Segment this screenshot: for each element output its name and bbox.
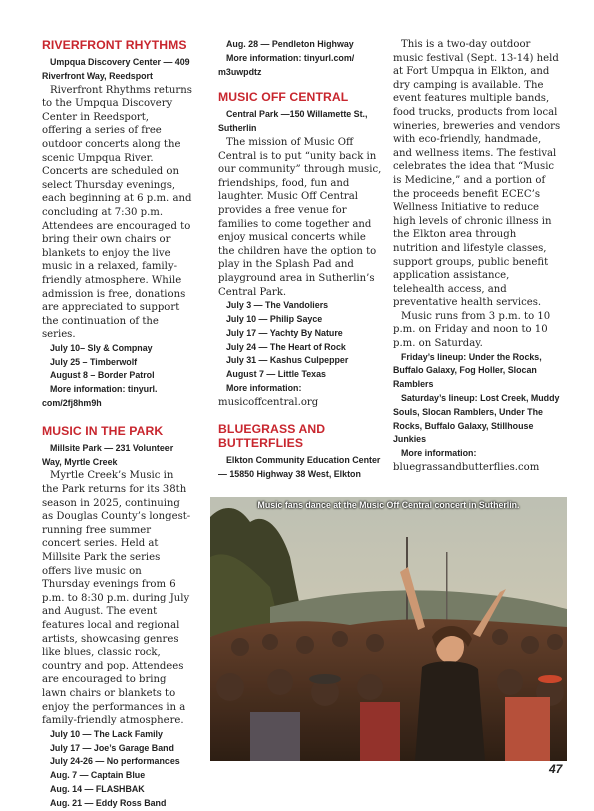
riverfront-date-3: August 8 – Border Patrol	[50, 370, 155, 381]
central-date-2: July 10 — Philip Sayce	[226, 313, 323, 324]
riverfront-more-info: More information: tinyurl. com/2fj8hm9h	[42, 384, 158, 409]
park-date-3: July 24-26 — No performances	[50, 756, 180, 767]
park-more-info: More information: tinyurl.com/ m3uwpdtz	[218, 52, 355, 77]
central-date-3: July 17 — Yachty By Nature	[226, 327, 343, 338]
central-more-label: More information:	[226, 382, 302, 393]
bluegrass-body: This is a two-day outdoor music festival (Sept. 13-14) held at Fort Umpqua in Elkton, and dry camping is available. The event features multiple bands, food trucks, products from local wineries, breweries and vendors with eco-friendly, handmade, and wellness items. The festival celebrates the idea that “Music is Medicine,” and a portion of the proceeds benefit ECEC’s Wellness Initiative to reduce high levels of chronic illness in the Elkton area through nutrition and lifestyle classes, support groups, public benefit application assistance, telehealth access, and preventative health services.	[393, 39, 561, 309]
riverfront-heading: RIVERFRONT RHYTHMS	[42, 38, 187, 52]
park-body: Myrtle Creek’s Music in the Park returns for its 38th season in 2025, continuing as Douglas County’s longest-running free summer concert series. Held at Millsite Park the series offers live music on Thursday evenings from 6 p.m. to 8:30 p.m. during July and August. The event features local and regional artists, showcasing genres like blues, classic rock, country and pop. Attendees are encouraged to bring lawn chairs or blankets to enjoy the performances in a family-friendly atmosphere.	[42, 470, 191, 727]
park-date-6: Aug. 21 — Eddy Ross Band	[50, 797, 167, 808]
central-date-1: July 3 — The Vandoliers	[226, 300, 329, 311]
central-more-url[interactable]: musicoffcentral.org	[218, 396, 319, 408]
friday-lineup: Friday’s lineup: Under the Rocks, Buffalo Galaxy, Fog Holler, Slocan Ramblers	[393, 351, 542, 390]
riverfront-body: Riverfront Rhythms returns to the Umpqua Discovery Center in Reedsport, offering a series of free outdoor concerts along the scenic Umpqua River. Concerts are scheduled on select Thursday evenings, each beginning at 6 p.m. and concluding at 7:30 p.m. Attendees are encouraged to bring their own chairs or blankets to enjoy the live music in a relaxed, family-friendly atmosphere. While admission is free, donations are appreciated to support the continuation of the series.	[42, 84, 192, 341]
bluegrass-heading: BLUEGRASS AND BUTTERFLIES	[218, 422, 326, 451]
riverfront-date-2: July 25 – Timberwolf	[50, 356, 138, 367]
park-date-1: July 10 — The Lack Family	[50, 728, 163, 739]
park-address: Millsite Park — 231 Volunteer Way, Myrtle Creek	[42, 442, 174, 467]
central-date-6: August 7 — Little Texas	[226, 369, 326, 380]
park-heading: MUSIC IN THE PARK	[42, 423, 164, 438]
bluegrass-address: Elkton Community Education Center — 15850 Highway 38 West, Elkton	[218, 455, 381, 480]
photo-caption: Music fans dance at the Music Off Central concert in Sutherlin.	[257, 500, 520, 510]
saturday-lineup: Saturday’s lineup: Lost Creek, Muddy Souls, Slocan Ramblers, Under The Rocks, Buffalo Galaxy, Stillhouse Junkies	[393, 393, 560, 445]
page-number: 47	[549, 762, 563, 776]
central-date-4: July 24 — The Heart of Rock	[226, 341, 346, 352]
column-3	[393, 38, 563, 475]
park-date-5: Aug. 14 — FLASHBAK	[50, 783, 145, 794]
column-1	[42, 38, 192, 811]
riverfront-address: Umpqua Discovery Center — 409 Riverfront Way, Reedsport	[42, 57, 190, 81]
park-date-7: Aug. 28 — Pendleton Highway	[226, 39, 354, 49]
concert-photo	[210, 497, 567, 761]
bluegrass-more-url[interactable]: bluegrassandbutterflies.com	[393, 462, 540, 474]
central-heading: MUSIC OFF CENTRAL	[218, 90, 349, 105]
central-date-5: July 31 — Kashus Culpepper	[226, 355, 349, 366]
crowd-photo-image	[210, 497, 567, 761]
central-address: Central Park —150 Willamette St., Sutherlin	[218, 109, 368, 134]
bluegrass-hours: Music runs from 3 p.m. to 10 p.m. on Friday and noon to 10 p.m. on Saturday.	[393, 310, 551, 350]
park-date-2: July 17 — Joe’s Garage Band	[50, 742, 174, 753]
bluegrass-more-label: More information:	[401, 448, 477, 459]
column-2	[218, 38, 382, 482]
central-body: The mission of Music Off Central is to put “unity back in our community” through music, friendships, food, fun and laughter. Music Off Central provides a free venue for families to come together and enjoy musical concerts while the children have the option to play in the Splash Pad and playground area in Sutherlin’s Central Park.	[218, 136, 382, 298]
riverfront-date-1: July 10– Sly & Compnay	[50, 342, 153, 353]
park-date-4: Aug. 7 — Captain Blue	[50, 770, 146, 781]
